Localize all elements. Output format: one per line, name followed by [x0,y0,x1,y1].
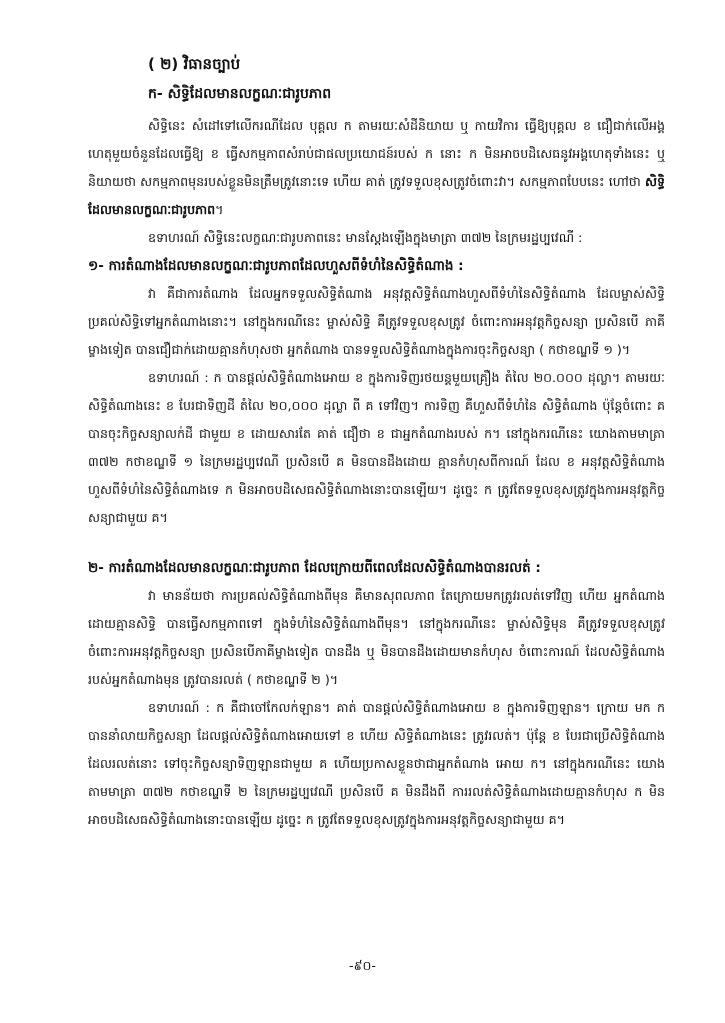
chapter-title: ( ២) វិធានច្បាប់ [148,55,241,73]
subsection-1-title: ១- ការតំណាងដែលមានលក្ខណៈជារូបភាពដែលហួសពីទំហំនៃសិទ្ធិតំណាង : [88,258,464,274]
subsection-1-example: ឧទាហរណ៍ : ក បានផ្តល់សិទ្ធិតំណាងអោយ ខ ក្នុងការទិញរថយន្តមួយគ្រឿង តំលៃ ២០.០០០ ដុល្លា។ តាមរយៈសិទ្ធិតំណាងនេះ ខ បែរជាទិញដី តំលៃ ២០,០០០ ដុល្លា ពី គ ទៅវិញ។ ការទិញ គឺហួសពីទំហំនៃ សិទ្ធិតំណាង ប៉ុន្តែចំពោះ គ បានចុះកិច្ចសន្យាលក់ដី ជាមួយ ខ ដោយសារតែ គាត់ ជឿថា ខ ជាអ្នកតំណាងរបស់ ក។ នៅក្នុងករណីនេះ យោងតាមមាត្រា ៣៧២ កថាខណ្ឌទី ១ នៃក្រមរដ្ឋប្បវេណី ប្រសិនបើ គ មិនបានដឹងដោយ គ្មានកំហុសពីការណ៍ ដែល ខ អនុវត្តសិទ្ធិតំណាងហួសពីទំហំនៃសិទ្ធិតំណាងទេ ក មិនអាចបដិសេធសិទ្ធិតំណាងនោះបានឡើយ។ ដូច្នេះ ក ត្រូវតែទទួលខុសត្រូវក្នុងការអនុវត្តកិច្ចសន្យាជាមួយ គ។ [88,370,665,525]
section-a-paragraph-1 [88,112,665,224]
section-a-title: ក- សិទ្ធិដែលមានលក្ខណៈជារូបភាព [148,86,332,102]
subsection-2-paragraph-1: វា មានន័យថា ការប្រគល់សិទ្ធិតំណាងពីមុន គឺមានសុពលភាព តែក្រោយមកត្រូវរលត់ទៅវិញ ហើយ អ្នកតំណាងដោយគ្មានសិទ្ធិ បានធ្វើសកម្មភាពទៅ ក្នុងទំហំនៃសិទ្ធិតំណាងពីមុន។ នៅក្នុងករណីនេះ ម្ចាស់សិទ្ធិមុន គឺត្រូវទទួលខុសត្រូវ ចំពោះការអនុវត្តកិច្ចសន្យា ប្រសិនបើភាគីម្ខាងទៀត បានដឹង ឬ មិនបានដឹងដោយមានកំហុស ចំពោះការណ៍ ដែលសិទ្ធិតំណាងរបស់អ្នកតំណាងមុន ត្រូវបានរលត់ ( កថាខណ្ឌទី ២ )។ [88,588,665,687]
section-a-p1-bold: សិទ្ធិដែលមានលក្ខណៈជារូបភាព [88,174,665,217]
subsection-2-example: ឧទាហរណ៍ : ក គឺជាចៅកែលក់ឡាន។ គាត់ បានផ្តល់សិទ្ធិតំណាងអោយ ខ ក្នុងការទិញឡាន។ ក្រោយ មក ក បាននាំលាយកិច្ចសន្យា ដែលផ្តល់សិទ្ធិតំណាងអោយទៅ ខ ហើយ សិទ្ធិតំណាងនេះ ត្រូវរលត់។ ប៉ុន្តែ ខ បែរជាប្រើសិទ្ធិតំណាងដែលរលត់នោះ ទៅចុះកិច្ចសន្យាទិញឡានជាមួយ គ ហើយប្រកាសខ្លួនថាជាអ្នកតំណាង អោយ ក។ នៅក្នុងករណីនេះ យោងតាមមាត្រា ៣៧២ កថាខណ្ឌទី ២ នៃក្រមរដ្ឋប្បវេណី ប្រសិនបើ គ មិនដឹងពី ការរលត់សិទ្ធិតំណាងដោយគ្មានកំហុស ក មិនអាចបដិសេធសិទ្ធិតំណាងនោះបានឡើយ ដូច្នេះ ក ត្រូវតែទទួលខុសត្រូវក្នុងការអនុវត្តកិច្ចសន្យាជាមួយ គ។ [88,700,665,827]
page-number: -៩០- [349,958,376,973]
section-a-p1-text: សិទ្ធិនេះ សំដៅទៅលើករណីដែល បុគ្គល ក តាមរយៈសំដីនិយាយ ឬ កាយវិការ ធ្វើឱ្យបុគ្គល ខ ជឿជាក់លើអង្គហេតុមួយចំនួនដែលធ្វើឱ្យ ខ ធ្វើសកម្មភាពសំរាប់ជាផលប្រយោជន៍របស់ ក នោះ ក មិនអាចបដិសេធនូវអង្គហេតុទាំងនេះ ឬ និយាយថា សកម្មភាពមុនរបស់ខ្លួនមិនត្រឹមត្រូវនោះទេ ហើយ គាត់ ត្រូវទទួលខុសត្រូវចំពោះវា។ សកម្មភាពបែបនេះ ហៅថា [88,118,665,189]
section-a-p1-end: ។ [215,202,224,217]
section-a-paragraph-2: ឧទាហរណ៍ សិទ្ធិនេះលក្ខណៈជារូបភាពនេះ មានស្តែងឡើងក្នុងមាត្រា ៣៧២ នៃក្រមរដ្ឋប្បវេណី : [148,230,583,245]
subsection-1-paragraph-1: វា គឺជាការតំណាង ដែលអ្នកទទួលសិទ្ធិតំណាង អនុវត្តសិទ្ធិតំណាងហួសពីទំហំនៃសិទ្ធិតំណាង ដែលម្ចាស់សិទ្ធិប្រគល់សិទ្ធិទៅអ្នកតំណាងនោះ។ នៅក្នុងករណីនេះ ម្ចាស់សិទ្ធិ គឺត្រូវទទួលខុសត្រូវ ចំពោះការអនុវត្តកិច្ចសន្យា ប្រសិនបើ ភាគីម្ខាងទៀត បានជឿជាក់ដោយគ្មានកំហុសថា អ្នកតំណាង បានទទួលសិទ្ធិតំណាងក្នុងការចុះកិច្ចសន្យា ( កថាខណ្ឌទី ១ )។ [88,286,665,357]
section-spacer [88,532,665,554]
subsection-2-title: ២- ការតំណាងដែលមានលក្ខណៈជារូបភាព ដែលក្រោយពីពេលដែលសិទ្ធិតំណាងបានរលត់ : [88,560,541,576]
